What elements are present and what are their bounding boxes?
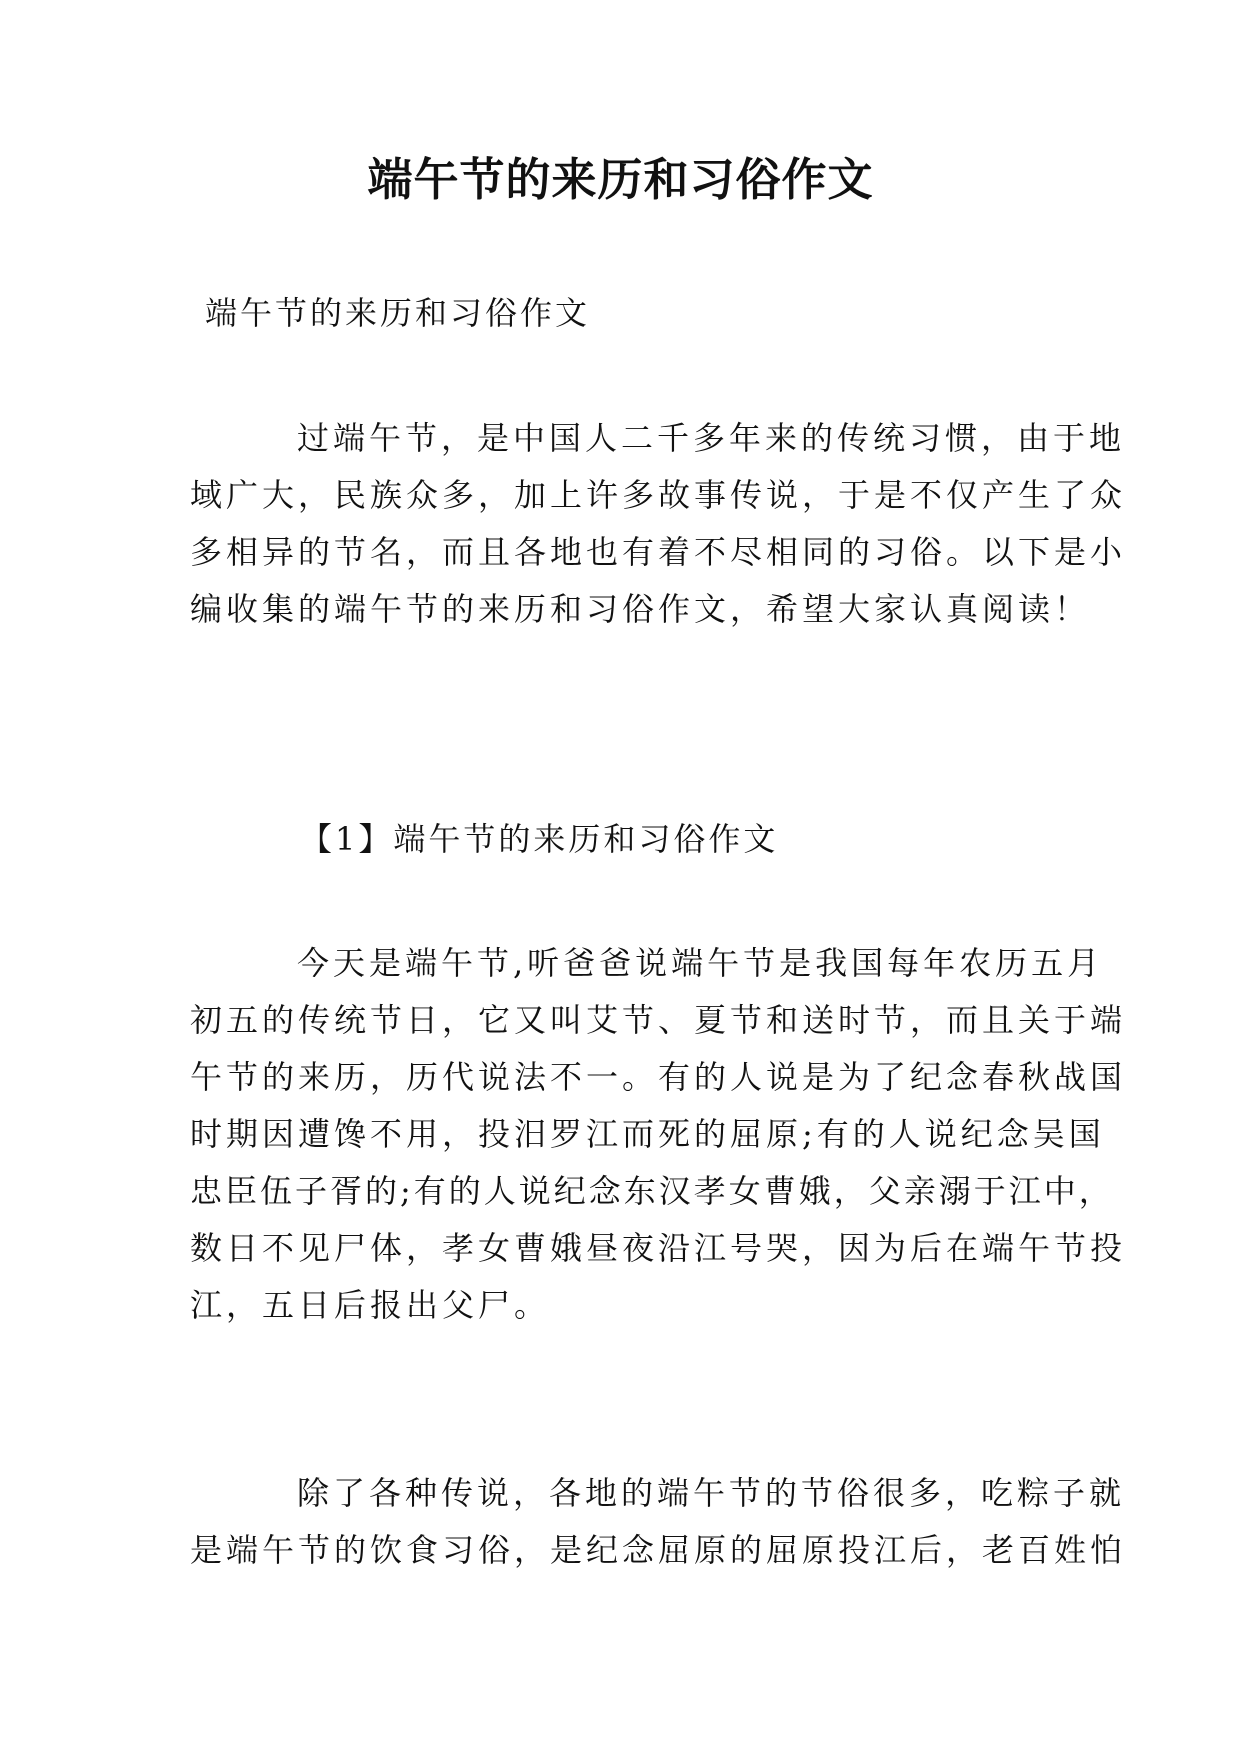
intro-paragraph: [190, 410, 1127, 638]
paragraph-line: 域广大，民族众多，加上许多故事传说，于是不仅产生了众: [190, 476, 1127, 514]
paragraph-line: 除了各种传说，各地的端午节的节俗很多，吃粽子就: [297, 1474, 1126, 1512]
paragraph-line: 是端午节的饮食习俗，是纪念屈原的屈原投江后，老百姓怕: [190, 1531, 1127, 1569]
paragraph-line: 过端午节，是中国人二千多年来的传统习惯，由于地: [297, 419, 1126, 457]
body-paragraph: [190, 935, 1127, 1334]
paragraph-line: 时期因遭馋不用，投汨罗江而死的屈原;有的人说纪念吴国: [190, 1115, 1105, 1153]
paragraph-line: 午节的来历，历代说法不一。有的人说是为了纪念春秋战国: [190, 1058, 1127, 1096]
paragraph-line: 今天是端午节,听爸爸说端午节是我国每年农历五月: [297, 944, 1104, 982]
body-paragraph: [190, 1465, 1127, 1579]
paragraph-line: 编收集的端午节的来历和习俗作文，希望大家认真阅读！: [190, 590, 1091, 628]
section-heading: 【1】端午节的来历和习俗作文: [300, 820, 779, 858]
paragraph-line: 江，五日后报出父尸。: [190, 1286, 551, 1324]
document-subtitle: 端午节的来历和习俗作文: [205, 294, 591, 332]
paragraph-line: 初五的传统节日，它又叫艾节、夏节和送时节，而且关于端: [190, 1001, 1127, 1039]
paragraph-line: 忠臣伍子胥的;有的人说纪念东汉孝女曹娥，父亲溺于江中，: [190, 1172, 1114, 1210]
paragraph-line: 数日不见尸体，孝女曹娥昼夜沿江号哭，因为后在端午节投: [190, 1229, 1127, 1267]
paragraph-line: 多相异的节名，而且各地也有着不尽相同的习俗。以下是小: [190, 533, 1127, 571]
document-title: 端午节的来历和习俗作文: [367, 153, 874, 206]
